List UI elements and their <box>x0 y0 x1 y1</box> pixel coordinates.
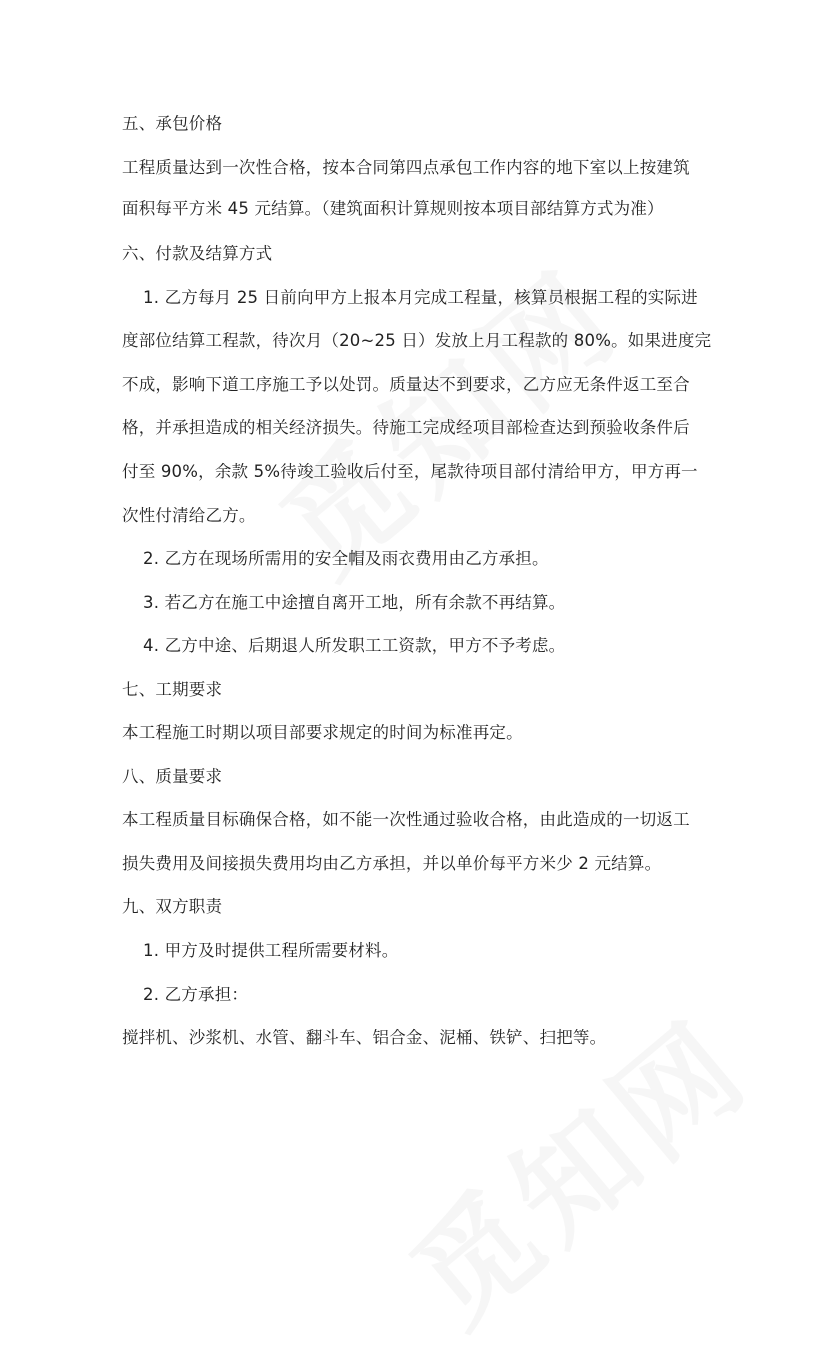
section-heading-duties: 九、双方职责 <box>122 897 223 916</box>
list-item: 4. 乙方中途、后期退人所发职工工资款，甲方不予考虑。 <box>143 636 566 655</box>
paragraph-line: 不成，影响下道工序施工予以处罚。质量达不到要求，乙方应无条件返工至合 <box>122 375 690 394</box>
list-item: 2. 乙方承担： <box>143 985 249 1004</box>
paragraph-line: 次性付清给乙方。 <box>122 506 256 525</box>
list-item: 1. 乙方每月 25 日前向甲方上报本月完成工程量，核算员根据工程的实际进 <box>143 288 698 307</box>
list-item: 1. 甲方及时提供工程所需要材料。 <box>143 941 399 960</box>
paragraph-line: 度部位结算工程款，待次月（20~25 日）发放上月工程款的 80%。如果进度完 <box>122 331 712 350</box>
section-heading-price: 五、承包价格 <box>122 114 223 133</box>
paragraph-line: 本工程施工时期以项目部要求规定的时间为标准再定。 <box>122 723 523 742</box>
paragraph-line: 格，并承担造成的相关经济损失。待施工完成经项目部检查达到预验收条件后 <box>122 418 690 437</box>
section-heading-schedule: 七、工期要求 <box>122 680 223 699</box>
paragraph-line: 搅拌机、沙浆机、水管、翻斗车、铝合金、泥桶、铁铲、扫把等。 <box>122 1028 607 1047</box>
paragraph-line: 本工程质量目标确保合格，如不能一次性通过验收合格，由此造成的一切返工 <box>122 810 690 829</box>
section-heading-payment: 六、付款及结算方式 <box>122 244 273 263</box>
section-heading-quality: 八、质量要求 <box>122 767 223 786</box>
paragraph-line: 面积每平方米 45 元结算。（建筑面积计算规则按本项目部结算方式为准） <box>122 199 664 218</box>
paragraph-line: 付至 90%，余款 5%待竣工验收后付至，尾款待项目部付清给甲方，甲方再一 <box>122 462 698 481</box>
list-item: 3. 若乙方在施工中途擅自离开工地，所有余款不再结算。 <box>143 593 566 612</box>
paragraph-line: 工程质量达到一次性合格，按本合同第四点承包工作内容的地下室以上按建筑 <box>122 158 690 177</box>
paragraph-line: 损失费用及间接损失费用均由乙方承担，并以单价每平方米少 2 元结算。 <box>122 854 662 873</box>
list-item: 2. 乙方在现场所需用的安全帽及雨衣费用由乙方承担。 <box>143 549 549 568</box>
